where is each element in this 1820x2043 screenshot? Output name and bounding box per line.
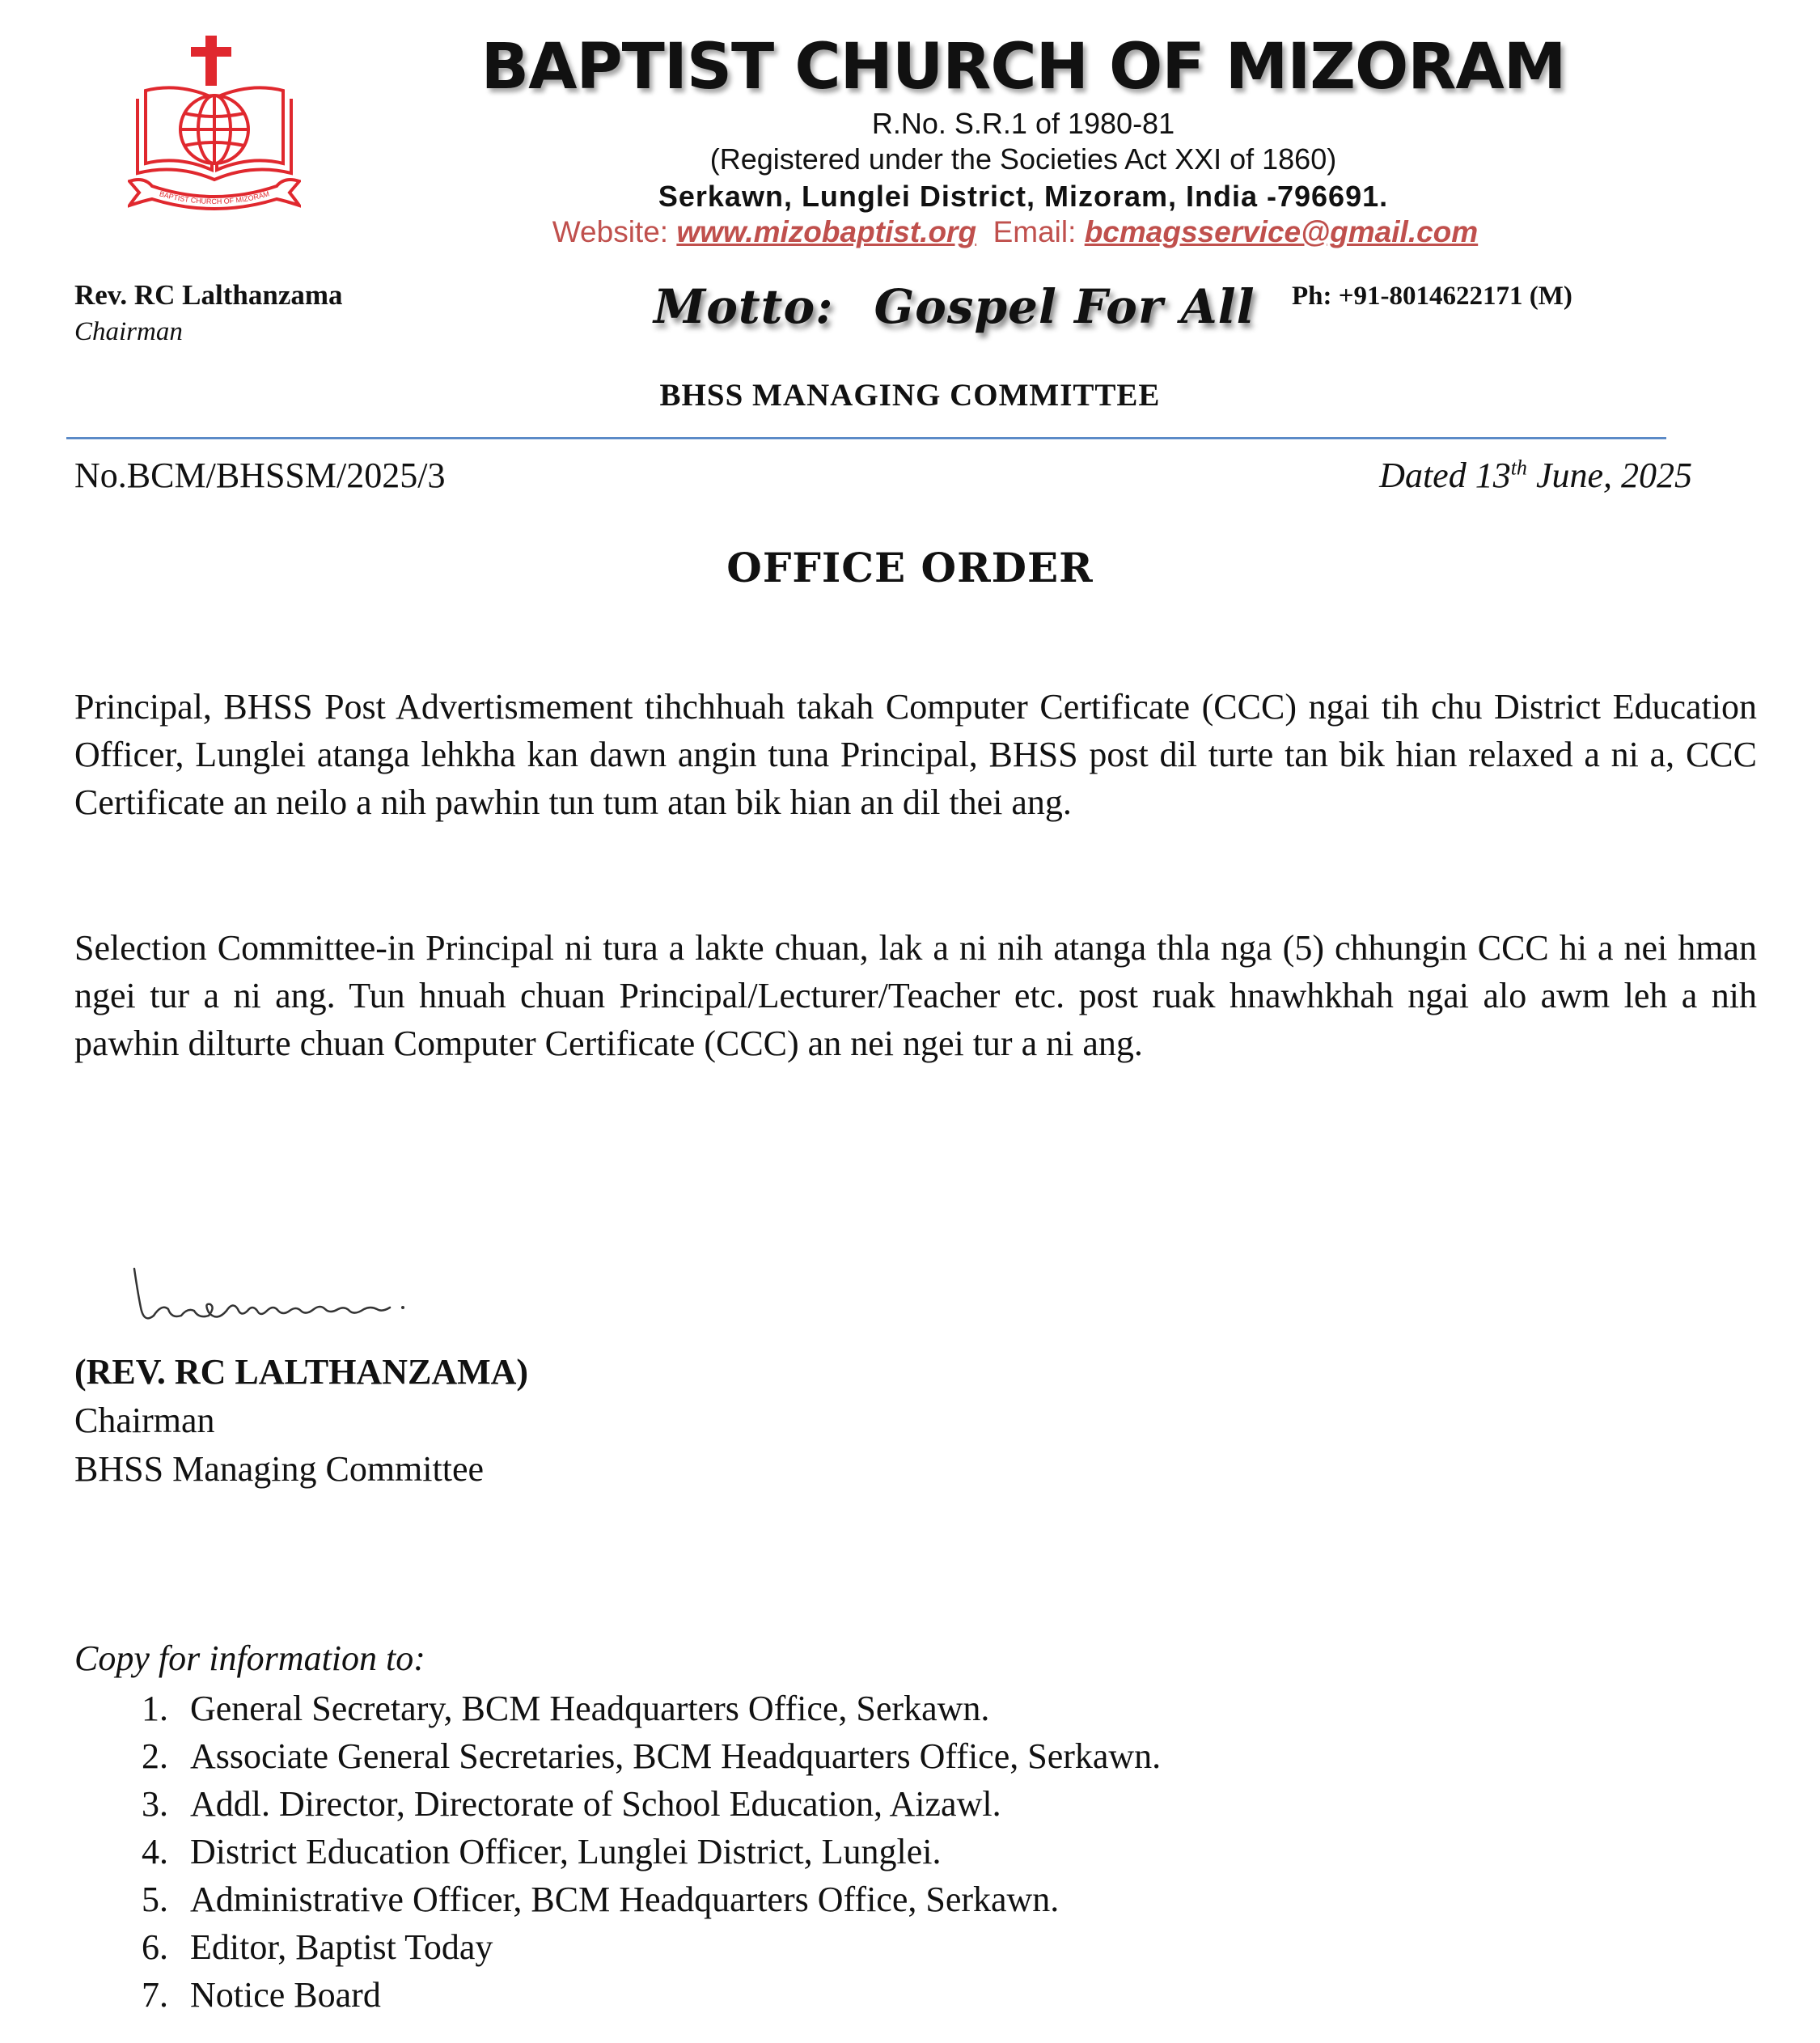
header-divider — [66, 437, 1666, 439]
reference-number: No.BCM/BHSSM/2025/3 — [74, 456, 446, 495]
signatory-org: BHSS Managing Committee — [74, 1449, 484, 1489]
motto-label: Motto: — [654, 279, 834, 334]
signatory-name: (REV. RC LALTHANZAMA) — [74, 1352, 529, 1392]
org-name: BAPTIST CHURCH OF MIZORAM — [480, 31, 1566, 104]
email-label: Email: — [993, 215, 1077, 248]
copy-to-list — [74, 1685, 1161, 2019]
contact-line — [0, 215, 1820, 249]
registration-act: (Registered under the Societies Act XXI of 1860) — [709, 142, 1337, 176]
copy-to-heading: Copy for information to: — [74, 1638, 425, 1678]
body-paragraph-1: Principal, BHSS Post Advertismement tihchhuah takah Computer Certificate (CCC) ngai tih chu District Education Officer, Lunglei atanga lehkha kan dawn angin tuna Principal, BHSS post dil turte tan bik hian relaxed a ni a, CCC Certificate an neilo a nih pawhin tun tum atan bik hian an dil thei ang. — [74, 687, 1757, 822]
chairman-name: Rev. RC Lalthanzama — [74, 279, 343, 311]
list-item: 4. District Education Officer, Lunglei District, Lunglei. — [142, 1832, 942, 1871]
phone-number: Ph: +91-8014622171 (M) — [1292, 282, 1572, 311]
list-item: 2. Associate General Secretaries, BCM Headquarters Office, Serkawn. — [142, 1736, 1162, 1776]
signatory-role: Chairman — [74, 1401, 215, 1440]
list-item: 5. Administrative Officer, BCM Headquarters Office, Serkawn. — [142, 1880, 1060, 1919]
logo-banner-text: BAPTIST CHURCH OF MIZORAM — [158, 189, 271, 206]
website-label: Website: — [552, 215, 669, 248]
document-title: OFFICE ORDER — [726, 544, 1094, 591]
list-item: 3. Addl. Director, Directorate of School Education, Aizawl. — [142, 1784, 1001, 1824]
committee-name: BHSS MANAGING COMMITTEE — [659, 378, 1161, 413]
address: Serkawn, Lunglei District, Mizoram, India -796691. — [658, 180, 1389, 213]
motto-text: Gospel For All — [874, 279, 1255, 334]
date: Dated 13th June, 2025 — [1379, 456, 1692, 495]
body-paragraph-2: Selection Committee-in Principal ni tura a lakte chuan, lak a ni nih atanga thla nga (5) chhungin CCC hi a nei hman ngei tur a ni ang. Tun hnuah chuan Principal/Lecturer/Teacher etc. post ruak hnawhkhah ngai alo awm leh a nih pawhin dilturte chuan Computer Certificate (CCC) an nei ngei tur a ni ang. — [74, 928, 1757, 1063]
website-link[interactable]: www.mizobaptist.org — [676, 215, 977, 248]
list-item: 7. Notice Board — [142, 1975, 381, 2015]
list-item: 1. General Secretary, BCM Headquarters Office, Serkawn. — [142, 1689, 990, 1728]
motto — [654, 279, 1255, 334]
email-link[interactable]: bcmagsservice@gmail.com — [1084, 215, 1479, 248]
signature — [129, 1259, 502, 1332]
list-item: 6. Editor, Baptist Today — [142, 1927, 493, 1967]
chairman-title: Chairman — [74, 317, 183, 346]
registration-no: R.No. S.R.1 of 1980-81 — [871, 107, 1175, 140]
